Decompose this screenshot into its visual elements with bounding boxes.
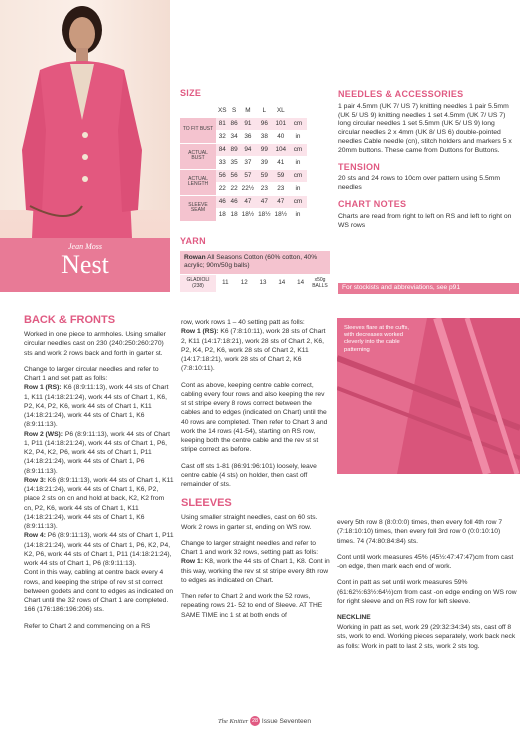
- yarn-heading: YARN: [180, 236, 206, 246]
- table-cell: 40: [277, 132, 285, 140]
- table-cell: 18½: [241, 210, 255, 218]
- body-column-3: [337, 518, 517, 658]
- table-cell: 46: [229, 196, 240, 208]
- table-cell: 59: [256, 170, 272, 182]
- table-cell: 18: [230, 210, 238, 218]
- paragraph: Change to larger straight needles and refer to Chart 1 and work 32 rows, setting patt as folls:: [181, 539, 319, 557]
- unit-cell: in: [295, 184, 301, 192]
- table-cell: 33: [218, 158, 226, 166]
- unit-cell: cm: [289, 196, 307, 208]
- yarn-qty: 14: [297, 279, 305, 287]
- yarn-description: [180, 251, 330, 274]
- size-header: XL: [276, 106, 285, 114]
- materials-column: [338, 89, 518, 236]
- chart-notes-heading: CHART NOTES: [338, 199, 407, 209]
- table-cell: 38: [260, 132, 268, 140]
- body-column-1: [24, 313, 174, 638]
- back-fronts-heading: BACK & FRONTS: [24, 314, 116, 326]
- chart-notes-text: Charts are read from right to left on RS and left to right on WS rows: [338, 212, 512, 229]
- size-header-row: [180, 105, 307, 117]
- table-cell: 18½: [274, 210, 287, 218]
- yarn-brand: Rowan: [184, 253, 206, 261]
- table-cell: 47: [273, 196, 289, 208]
- row-label: ACTUAL LENGTH: [180, 170, 216, 195]
- sleeve-detail-photo: [337, 318, 520, 474]
- table-cell: 23: [260, 184, 268, 192]
- body-column-2: [181, 318, 331, 627]
- table-cell: 89: [229, 144, 240, 156]
- table-cell: 18: [218, 210, 226, 218]
- unit-cell: cm: [289, 118, 307, 130]
- page-footer: [0, 716, 529, 726]
- model-photo: [0, 0, 170, 292]
- table-row: [180, 118, 307, 130]
- pattern-title-block: [0, 238, 170, 292]
- row-instruction: [24, 383, 174, 429]
- table-cell: 86: [229, 118, 240, 130]
- paragraph: row, work rows 1 – 40 setting patt as folls:: [181, 319, 305, 326]
- row-label: SLEEVE SEAM: [180, 196, 216, 221]
- designer-name: Jean Moss: [68, 242, 102, 251]
- paragraph: Cont in this way, cabling at centre back every 4 rows, and keeping the stripe of rev st st correct between godets and cont to edges as indicated on Chart until the 32 rows of Chart 1 are completed. 166 (176:186:196:206) sts.: [24, 569, 174, 614]
- table-cell: 59: [273, 170, 289, 182]
- row-text: K6 (8:9:11:13), work 44 sts of Chart 1, K11 (14:18:21:24), work 44 sts of Chart 1, K6, P2, K4, P2, K6, work 44 sts of Chart 1, K11 (14:18:21:24), work 44 sts of Chart 1, K6 (8:9:11:13).: [24, 384, 169, 429]
- tension-heading: TENSION: [338, 161, 381, 172]
- unit-cell: cm: [289, 144, 307, 156]
- yarn-desc: All Seasons Cotton (60% cotton, 40% acrylic; 90m/50g balls): [184, 253, 318, 270]
- table-cell: 39: [260, 158, 268, 166]
- page-number: 28: [251, 718, 259, 724]
- yarn-unit: x50g BALLS: [312, 276, 328, 290]
- paragraph: Using smaller straight needles, cast on 60 sts. Work 2 rows in garter st, ending on WS row.: [181, 514, 318, 531]
- table-row: [180, 196, 307, 208]
- table-cell: 101: [273, 118, 289, 130]
- stockists-bar: For stockists and abbreviations, see p91: [338, 283, 519, 294]
- paragraph: Then refer to Chart 2 and work the 52 rows, repeating rows 21- 52 to end of Sleeve. AT THE SAME TIME inc 1 st at both ends of: [181, 593, 323, 619]
- tension-text: 20 sts and 24 rows to 10cm over pattern using 5.5mm needles: [338, 175, 501, 192]
- table-cell: 41: [277, 158, 285, 166]
- model-figure-image: [0, 0, 170, 238]
- issue-label: Issue Seventeen: [261, 717, 312, 725]
- paragraph: Cast off sts 1-81 (86:91:96:101) loosely, leave centre cable (4 sts) on holder, then cast off remainder of sts.: [181, 462, 317, 488]
- size-heading: SIZE: [180, 88, 202, 98]
- yarn-qty: 12: [240, 279, 248, 287]
- yarn-section: [180, 236, 330, 292]
- table-cell: 23: [277, 184, 285, 192]
- row-instruction: [24, 476, 174, 532]
- row-text: K8, work the 44 sts of Chart 1, K8. Cont in this way, working the rev st st stripe every 8th row to edges as indicated on Chart.: [181, 558, 330, 584]
- table-row: [180, 170, 307, 182]
- table-cell: 22½: [241, 184, 255, 192]
- row-instruction: [24, 430, 174, 476]
- unit-cell: in: [295, 210, 301, 218]
- row-instruction: [181, 327, 331, 373]
- row-label: Row 4:: [24, 532, 46, 540]
- shade-label: GLADIOLI (238): [180, 275, 216, 292]
- table-cell: 57: [240, 170, 256, 182]
- sleeves-heading: SLEEVES: [181, 497, 232, 510]
- yarn-quantity-row: [180, 275, 330, 292]
- table-cell: 35: [230, 158, 238, 166]
- table-cell: 56: [229, 170, 240, 182]
- table-cell: 36: [244, 132, 252, 140]
- yarn-qty: 14: [278, 279, 286, 287]
- paragraph: Cont until work measures 45% (45½:47:47:47)cm from cast -on edge, then mark each end of work.: [337, 553, 514, 570]
- table-cell: 22: [230, 184, 238, 192]
- table-cell: 99: [256, 144, 272, 156]
- needles-text: 1 pair 4.5mm (UK 7/ US 7) knitting needles 1 pair 5.5mm (UK 5/ US 9) knitting needles 1 set 4.5mm (UK 7/ US 7) long circular needles 1 set 5.5mm (UK 5/ US 9) long circular needles 2 x 4mm (UK 8/ US 6) double-pointed needles Cable needle (cn), stitch holders and markers 5 x 20mm buttons. These came from Duttons for Buttons.: [338, 102, 512, 154]
- paragraph: Working in patt as set, work 29 (29:32:34:34) sts, cast off 8 sts, work to end. Working pieces separately, work back neck as folls: Work in patt to last 2 sts, work 2 sts tog.: [337, 624, 516, 650]
- size-table: [180, 104, 307, 222]
- size-section: [180, 88, 330, 222]
- table-cell: 104: [273, 144, 289, 156]
- paragraph: Worked in one piece to armholes. Using smaller circular needles cast on 230 (240:250:260:270) sts and work 2 rows back and forth in garter st.: [24, 331, 166, 357]
- table-cell: 37: [244, 158, 252, 166]
- needles-heading: NEEDLES & ACCESSORIES: [338, 89, 464, 99]
- table-cell: 94: [240, 144, 256, 156]
- unit-cell: cm: [289, 170, 307, 182]
- size-header: M: [245, 106, 251, 114]
- table-cell: 22: [218, 184, 226, 192]
- row-label: Row 2 (WS):: [24, 430, 64, 438]
- row-label: Row 1:: [181, 558, 203, 566]
- paragraph: every 5th row 8 (8:0:0:0) times, then every foll 4th row 7 (7:18:10:10) times, then every foll 3rd row 0 (0:0:10:10) times. 74 (74:80:84:84) sts.: [337, 519, 503, 545]
- row-text: K6 (7:8:10:11), work 28 sts of Chart 2, K11 (14:17:18:21), work 28 sts of Chart 2, K6, P2, K4, P2, K6, work 28 sts of Chart 2, K11 (14:17:18:21), work 28 sts of Chart 2, K6 (7:8:10:11).: [181, 328, 326, 373]
- row-text: P6 (8:9:11:13), work 44 sts of Chart 1, P11 (14:18:21:24), work 44 sts of Chart 1, P6, K2, P4, K2, P6, work 44 sts of Chart 1, P11 (14:18:21:24), work 44 sts of Chart 1, P6 (8:9:11:13).: [24, 430, 170, 475]
- table-cell: 32: [218, 132, 226, 140]
- row-text: K6 (8:9:11:13), work 44 sts of Chart 1, K11 (14:18:21:24), work 44 sts of Chart 1, K6, P2, place 2 sts on cn and hold at back, K2, K2 from cn, P2, K6, work 44 sts of Chart 1, K11 (14:18:21:24), work 44 sts of Chart 1, K6 (8:9:11:13).: [24, 476, 174, 531]
- row-text: P6 (8:9:11:13), work 44 sts of Chart 1, P11 (14:18:21:24), work 44 sts of Chart 1, P6, K2, P4, K2, P6, work 44 sts of Chart 1, P11 (14:18:21:24), work 44 sts of Chart 1, P6 (8:9:11:13).: [24, 532, 174, 568]
- yarn-qty: 11: [222, 279, 229, 287]
- neckline-heading: NECKLINE: [337, 614, 371, 621]
- table-cell: 18½: [258, 210, 271, 218]
- photo-caption: Sleeves flare at the cuffs, with decreases worked cleverly into the cable patterning: [344, 325, 409, 353]
- unit-cell: in: [295, 132, 301, 140]
- yarn-qty: 13: [259, 279, 267, 287]
- row-label: ACTUAL BUST: [180, 144, 216, 169]
- size-header: XS: [218, 106, 227, 114]
- magazine-name: The Knitter: [217, 717, 249, 725]
- table-cell: 84: [216, 144, 229, 156]
- paragraph: Refer to Chart 2 and commencing on a RS: [24, 622, 151, 630]
- table-cell: 96: [256, 118, 272, 130]
- row-label: Row 3:: [24, 476, 46, 484]
- table-cell: 47: [240, 196, 256, 208]
- paragraph: Cont as above, keeping centre cable correct, cabling every four rows and also keeping the rev st st stripe every 8 rows correct between the cables and to edges (indicated on Chart) until the 40 rows are completed. Then refer to Chart 3 and work the 14 rows (41-54), starting on RS row, keeping both the centre cable and the rev st st stripe correct as before.: [181, 381, 328, 454]
- size-header: L: [262, 106, 267, 114]
- row-instruction: [24, 531, 174, 568]
- row-label: Row 1 (RS):: [24, 384, 62, 392]
- table-row: [180, 144, 307, 156]
- paragraph: Cont in patt as set until work measures 59% (61:62½:63½:64½)cm from cast -on edge ending on WS row for right sleeve and on RS row for left sleeve.: [337, 579, 517, 605]
- table-cell: 91: [240, 118, 256, 130]
- paragraph: Change to larger circular needles and refer to Chart 1 and set patt as folls:: [24, 365, 159, 383]
- row-instruction: [181, 557, 331, 585]
- table-cell: 56: [216, 170, 229, 182]
- table-cell: 47: [256, 196, 272, 208]
- unit-cell: in: [295, 158, 301, 166]
- table-cell: 34: [230, 132, 238, 140]
- row-label: Row 1 (RS):: [181, 328, 219, 336]
- pattern-name: Nest: [61, 250, 109, 280]
- row-label: TO FIT BUST: [180, 118, 216, 143]
- size-header: S: [231, 106, 237, 114]
- table-cell: 81: [216, 118, 229, 130]
- table-cell: 46: [216, 196, 229, 208]
